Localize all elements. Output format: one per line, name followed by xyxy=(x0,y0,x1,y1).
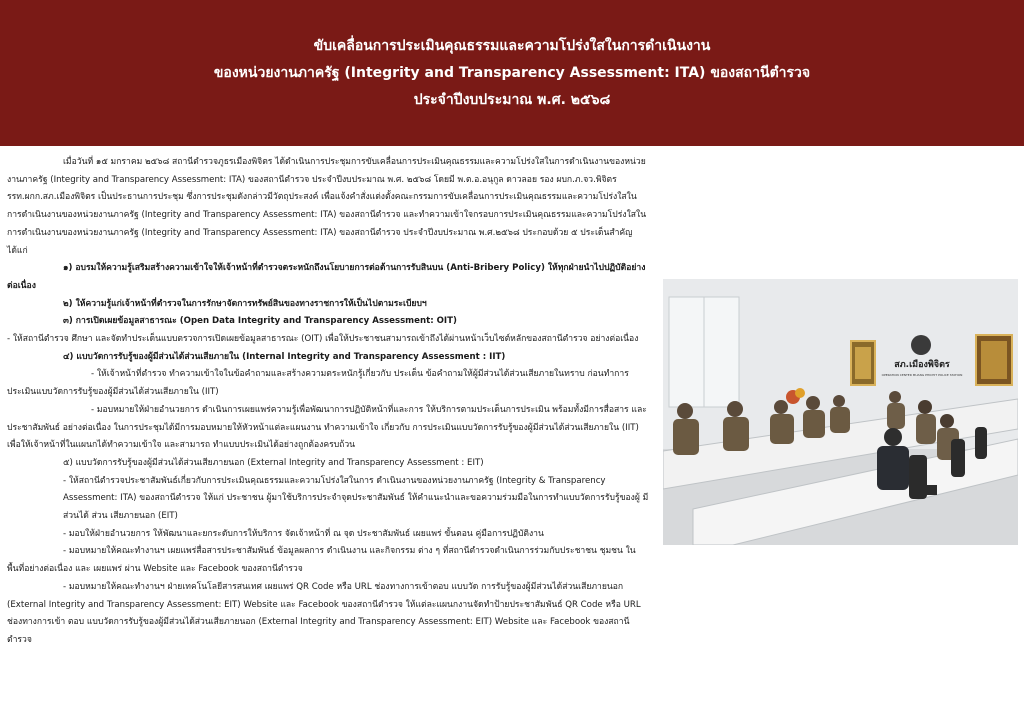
item-5-detail-3: - มอบหมายให้คณะทำงานฯ เผยแพร่สื่อสารประชาสัมพันธ์ ข้อมูลผลการ ดำเนินงาน และกิจกรรม ต่าง ๆ ที่สถานีตำรวจดำเนินการร่วมกับประชาชน ชุมชน ในพื้นที่อย่างต่อเนื่อง และ เผยแพร่ ผ่าน Website และ Facebook ของสถานีตำรวจ xyxy=(7,546,636,575)
item-5-detail-2: - มอบให้ฝ่ายอำนวยการ ให้พัฒนาและยกระดับการให้บริการ จัดเจ้าหน้าที่ ณ จุด ประชาสัมพันธ์ เผยแพร่ ขั้นตอน คู่มือการปฏิบัติงาน xyxy=(63,528,544,539)
header-title-line-1: ขับเคลื่อนการประเมินคุณธรรมและความโปร่งใสในการดำเนินงาน xyxy=(313,37,711,54)
item-4: ๔) แบบวัดการรับรู้ของผู้มีส่วนได้ส่วนเสียภายใน (Internal Integrity and Transparency Assessment : IIT) xyxy=(63,351,506,362)
item-4-detail-2: - มอบหมายให้ฝ่ายอำนวยการ ดำเนินการเผยแพร่ความรู้เพื่อพัฒนาการปฏิบัติหน้าที่และการ ให้บริการตามประเด็นการประเมิน พร้อมทั้งมีการสื่อสาร และประชาสัมพันธ์ อย่างต่อเนื่อง ในการประชุมได้มีการมอบหมายให้หัวหน้าแต่ละแผนงาน ทำความเข้าใจ เกี่ยวกับ การประเมินแบบวัดการรับรู้ของผู้มีส่วนได้ส่วนเสียภายใน (IIT) เพื่อให้เจ้าหน้าที่ในแผนกได้ทำความเข้าใจ และสามารถ ทำแบบประเมินได้อย่างถูกต้องครบถ้วน xyxy=(7,404,647,451)
item-3: ๓) การเปิดเผยข้อมูลสาธารณะ (Open Data Integrity and Transparency Assessment: OIT) xyxy=(63,316,457,327)
article-body xyxy=(7,154,649,650)
photo-police-emblem xyxy=(911,335,931,355)
item-2: ๒) ให้ความรู้แก่เจ้าหน้าที่ตำรวจในการรักษาจัดการทรัพย์สินของทางราชการให้เป็นไปตามระเบียบฯ xyxy=(63,298,427,309)
item-1: ๑) อบรมให้ความรู้เสริมสร้างความเข้าใจให้เจ้าหน้าที่ตำรวจตระหนักถึงนโยบายการต่อต้านการรับสินบน (Anti-Bribery Policy) ให้ทุกฝ่ายนำไปปฏิบัติอย่างต่อเนื่อง xyxy=(7,263,646,291)
item-5-detail-1: - ให้สถานีตำรวจประชาสัมพันธ์เกี่ยวกับการประเมินคุณธรรมและความโปร่งใสในการ ดำเนินงานของหน่วยงานภาครัฐ (Integrity & Transparency Assessment: ITA) ของสถานีตำรวจ ให้แก่ ประชาชน ผู้มาใช้บริการประจำจุดประชาสัมพันธ์ ให้คำแนะนำและขอความร่วมมือในการทำแบบวัดการรับรู้ของผู้ มีส่วนได้ ส่วน เสียภายนอก (EIT) xyxy=(63,475,649,522)
page-header xyxy=(0,0,1024,146)
header-title-line-3: ประจำปีงบประมาณ พ.ศ. ๒๕๖๘ xyxy=(413,91,611,108)
item-4-detail-1: - ให้เจ้าหน้าที่ตำรวจ ทำความเข้าใจในข้อคำถามและสร้างความตระหนักรู้เกี่ยวกับ ประเด็น ข้อคำถามให้ผู้มีส่วนได้ส่วนเสียภายในทราบ ก่อนทำการประเมินแบบวัดการรับรู้ของผู้มีส่วนได้ส่วนเสียภายใน (IIT) xyxy=(7,369,629,398)
item-3-detail-1: - ให้สถานีตำรวจ ศึกษา และจัดทำประเด็นแบบตรวจการเปิดเผยข้อมูลสาธารณะ (OIT) เพื่อให้ประชาชนสามารถเข้าถึงได้ผ่านหน้าเว็บไซต์หลักของสถานีตำรวจ อย่างต่อเนื่อง xyxy=(7,334,639,345)
meeting-photo-illustration xyxy=(663,279,1018,545)
item-5-detail-4: - มอบหมายให้คณะทำงานฯ ฝ่ายเทคโนโลยีสารสนเทศ เผยแพร่ QR Code หรือ URL ช่องทางการเข้าตอบ แบบวัด การรับรู้ของผู้มีส่วนได้ส่วนเสียภายนอก (External Integrity and Transparency Assessment: EIT) Website และ Facebook ของสถานีตำรวจ ให้แต่ละแผนกงานจัดทำป้ายประชาสัมพันธ์ QR Code หรือ URL ช่องทางการเข้า ตอบ แบบวัดการรับรู้ของผู้มีส่วนได้ส่วนเสียภายนอก (External Integrity and Transparency Assessment: EIT) Website และ Facebook ของสถานีตำรวจ xyxy=(7,581,641,645)
photo-chairs xyxy=(909,455,927,499)
photo-station-sign-en: OPERATION CENTER MUANG PHICHIT POLICE STATION xyxy=(881,373,963,377)
header-title-line-2: ของหน่วยงานภาครัฐ (Integrity and Transparency Assessment: ITA) ของสถานีตำรวจ xyxy=(213,64,811,81)
item-5: ๕) แบบวัดการรับรู้ของผู้มีส่วนได้ส่วนเสียภายนอก (External Integrity and Transparency Assessment : EIT) xyxy=(63,457,484,468)
meeting-photo xyxy=(663,279,1018,545)
photo-station-sign-th: สภ.เมืองพิจิตร xyxy=(894,360,950,370)
intro-paragraph: เมื่อวันที่ ๑๕ มกราคม ๒๕๖๘ สถานีตำรวจภูธรเมืองพิจิตร ได้ดำเนินการประชุมการขับเคลื่อนการประเมินคุณธรรมและความโปร่งใสในการดำเนินงานของหน่วยงานภาครัฐ (Integrity and Transparency Assessment: ITA) ของสถานีตำรวจ ประจำปีงบประมาณ พ.ศ. ๒๕๖๘ โดยมี พ.ต.อ.อนุกูล ดาวลอย รอง ผบก.ภ.จว.พิจิตร รรท.ผกก.สภ.เมืองพิจิตร เป็นประธานการประชุม ซึ่งการประชุมดังกล่าวมีวัตถุประสงค์ เพื่อแจ้งคำสั่งแต่งตั้งคณะกรรมการขับเคลื่อนการประเมินคุณธรรมและความโปร่งใสในการดำเนินงานของหน่วยงานภาครัฐ (Integrity and Transparency Assessment: ITA) ของสถานีตำรวจ และทำความเข้าใจกรอบการประเมินคุณธรรมและความโปร่งใสในการดำเนินงานของหน่วยงานภาครัฐ (Integrity and Transparency Assessment: ITA) ของสถานีตำรวจ ประจำปีงบประมาณ พ.ศ.๒๕๖๘ ประกอบด้วย ๕ ประเด็นสำคัญ ได้แก่ xyxy=(7,157,647,256)
